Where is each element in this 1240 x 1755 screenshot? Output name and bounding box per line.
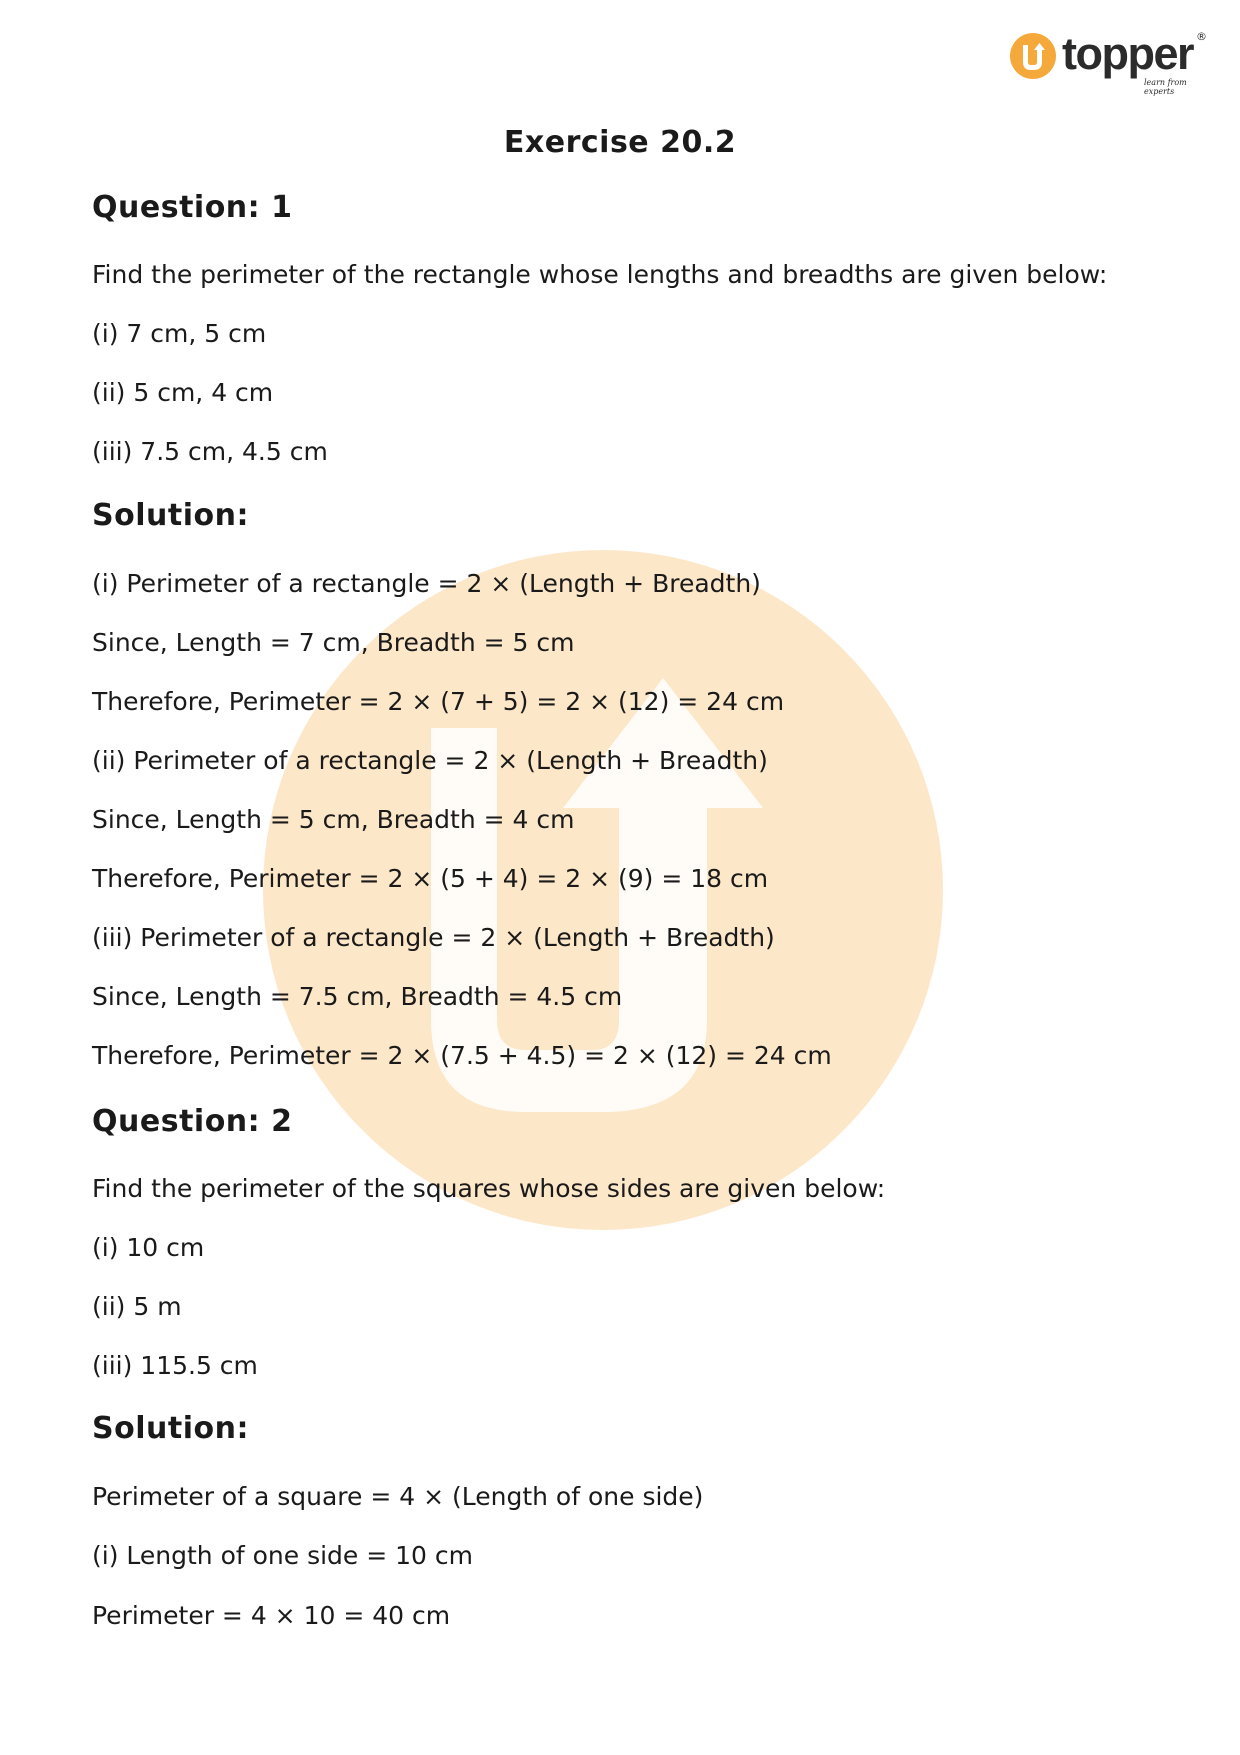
solution-line: (i) Length of one side = 10 cm (92, 1541, 474, 1570)
solution-line: (ii) Perimeter of a rectangle = 2 × (Length + Breadth) (92, 746, 768, 775)
question-text: Find the perimeter of the rectangle whose lengths and breadths are given below: (92, 260, 1108, 289)
brand-logo (1010, 28, 1210, 96)
solution-line: Perimeter of a square = 4 × (Length of one side) (92, 1482, 704, 1511)
solution-line: Therefore, Perimeter = 2 × (7.5 + 4.5) = 2 × (12) = 24 cm (92, 1041, 832, 1070)
u-arrow-logo-icon (1010, 33, 1056, 79)
question-heading: Question: 1 (92, 190, 293, 225)
solution-line: Since, Length = 5 cm, Breadth = 4 cm (92, 805, 575, 834)
solution-line: (i) Perimeter of a rectangle = 2 × (Length + Breadth) (92, 569, 761, 598)
solution-line: Since, Length = 7 cm, Breadth = 5 cm (92, 628, 575, 657)
solution-line: Therefore, Perimeter = 2 × (5 + 4) = 2 × (9) = 18 cm (92, 864, 769, 893)
solution-line: Perimeter = 4 × 10 = 40 cm (92, 1601, 451, 1630)
solution-line: Therefore, Perimeter = 2 × (7 + 5) = 2 × (12) = 24 cm (92, 687, 785, 716)
solution-heading: Solution: (92, 1411, 249, 1446)
brand-name: topper (1062, 28, 1193, 79)
question-heading: Question: 2 (92, 1104, 293, 1139)
solution-line: (iii) Perimeter of a rectangle = 2 × (Length + Breadth) (92, 923, 775, 952)
page-title: Exercise 20.2 (503, 125, 737, 160)
question-option: (ii) 5 m (92, 1292, 182, 1321)
solution-heading: Solution: (92, 498, 249, 533)
registered-mark-icon: ® (1196, 30, 1207, 43)
question-option: (iii) 7.5 cm, 4.5 cm (92, 437, 328, 466)
question-option: (ii) 5 cm, 4 cm (92, 378, 274, 407)
solution-line: Since, Length = 7.5 cm, Breadth = 4.5 cm (92, 982, 623, 1011)
question-text: Find the perimeter of the squares whose sides are given below: (92, 1174, 886, 1203)
question-option: (i) 7 cm, 5 cm (92, 319, 267, 348)
question-option: (iii) 115.5 cm (92, 1351, 258, 1380)
brand-tagline: learn from experts (1144, 78, 1187, 96)
question-option: (i) 10 cm (92, 1233, 205, 1262)
